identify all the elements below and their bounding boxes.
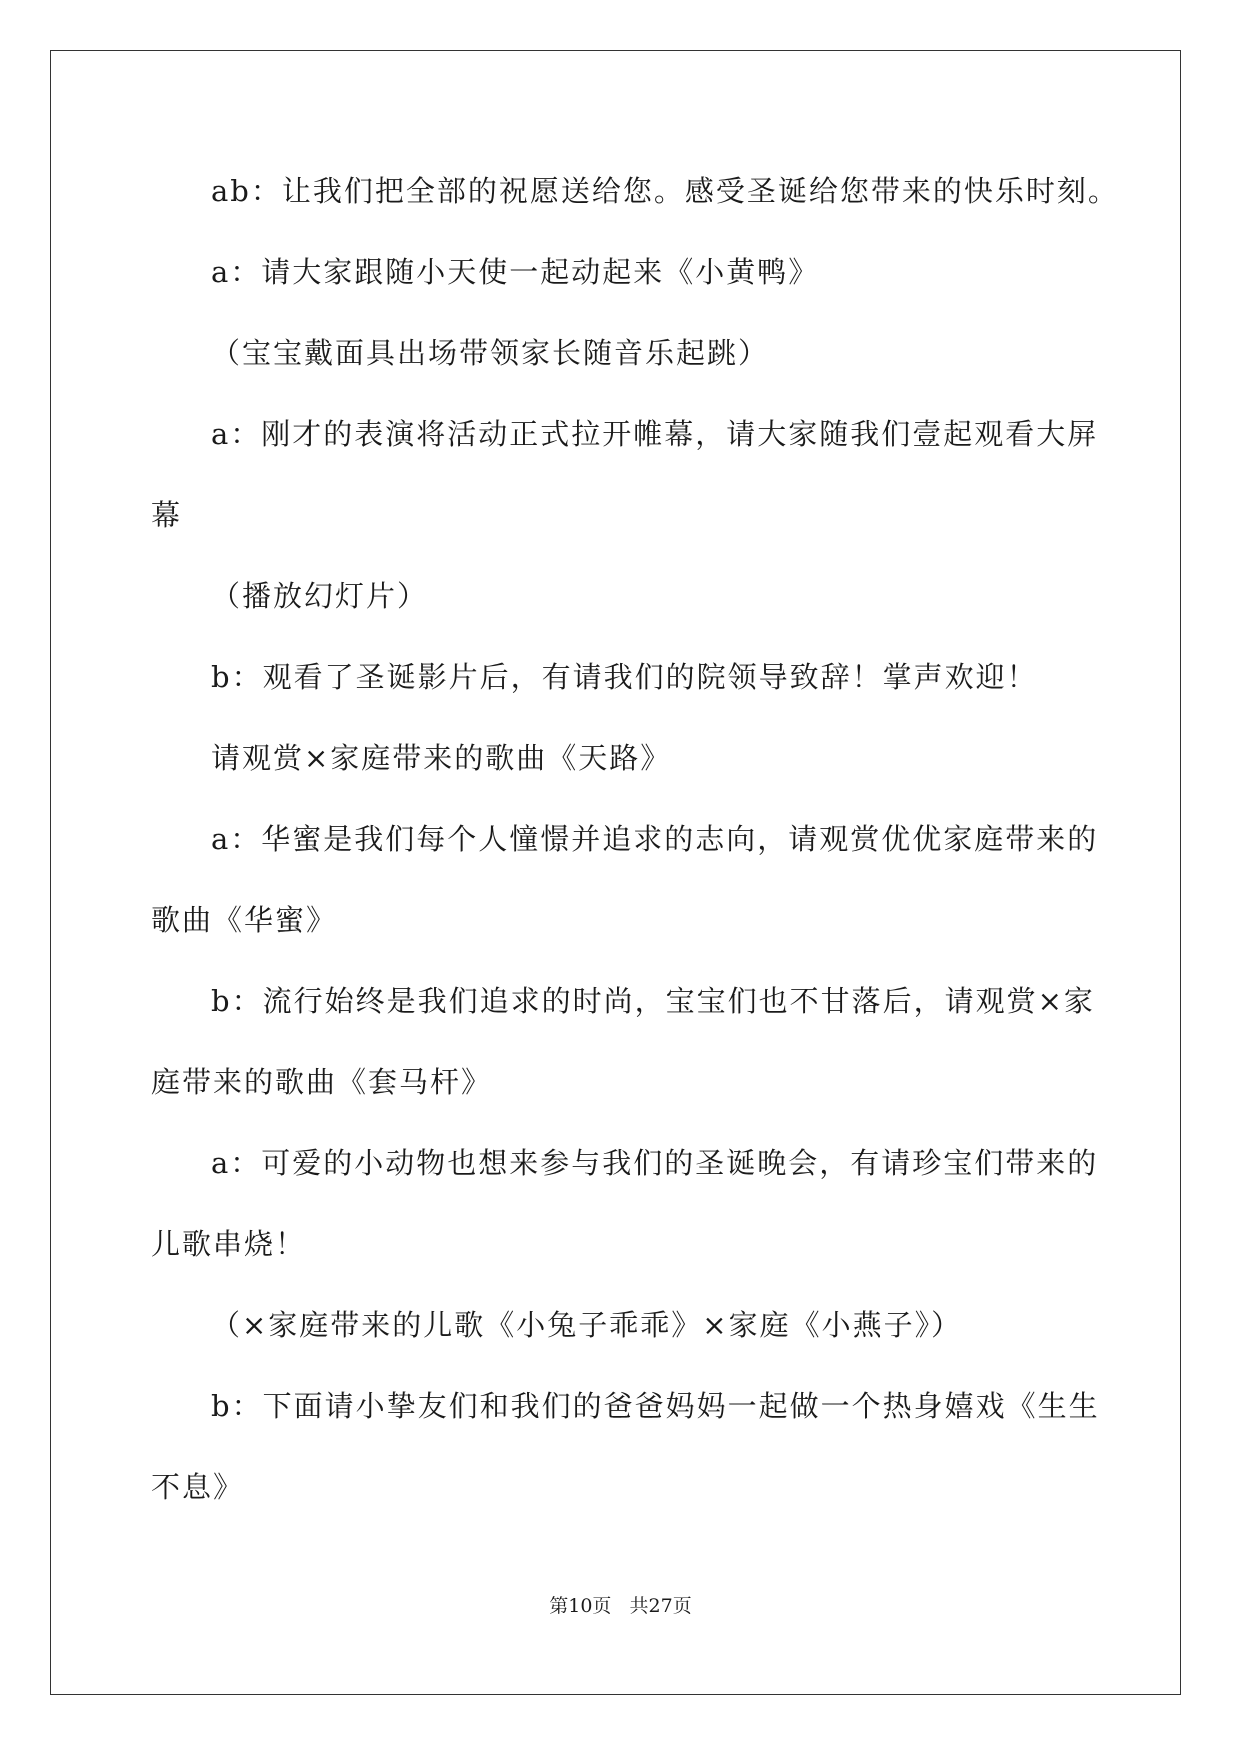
paragraph-line: ab：让我们把全部的祝愿送给您。感受圣诞给您带来的快乐时刻。 [211, 174, 1119, 208]
paragraph-line: 歌曲《华蜜》 [151, 903, 338, 937]
paragraph-line: b：流行始终是我们追求的时尚，宝宝们也不甘落后，请观赏×家 [211, 984, 1095, 1018]
paragraph-line: a：可爱的小动物也想来参与我们的圣诞晚会，有请珍宝们带来的 [211, 1146, 1099, 1180]
paragraph-line: a：请大家跟随小天使一起动起来《小黄鸭》 [211, 255, 820, 289]
paragraph-line: 庭带来的歌曲《套马杆》 [151, 1065, 493, 1099]
paragraph-line: （宝宝戴面具出场带领家长随音乐起跳） [211, 336, 770, 370]
paragraph-line: 不息》 [151, 1470, 245, 1504]
paragraph-line: （×家庭带来的儿歌《小兔子乖乖》×家庭《小燕子》） [211, 1308, 963, 1342]
paragraph-line: b：观看了圣诞影片后，有请我们的院领导致辞！掌声欢迎！ [211, 660, 1038, 694]
paragraph-line: b：下面请小挚友们和我们的爸爸妈妈一起做一个热身嬉戏《生生 [211, 1389, 1100, 1423]
page-border [50, 50, 1181, 1695]
paragraph-line: 请观赏×家庭带来的歌曲《天路》 [211, 741, 672, 775]
paragraph-line: （播放幻灯片） [211, 579, 429, 613]
page-number-footer: 第10页 共27页 [549, 1595, 692, 1617]
paragraph-line: 幕 [151, 498, 183, 532]
paragraph-line: a：华蜜是我们每个人憧憬并追求的志向，请观赏优优家庭带来的 [211, 822, 1099, 856]
paragraph-line: 儿歌串烧！ [151, 1227, 307, 1261]
paragraph-line: a：刚才的表演将活动正式拉开帷幕，请大家随我们壹起观看大屏 [211, 417, 1099, 451]
